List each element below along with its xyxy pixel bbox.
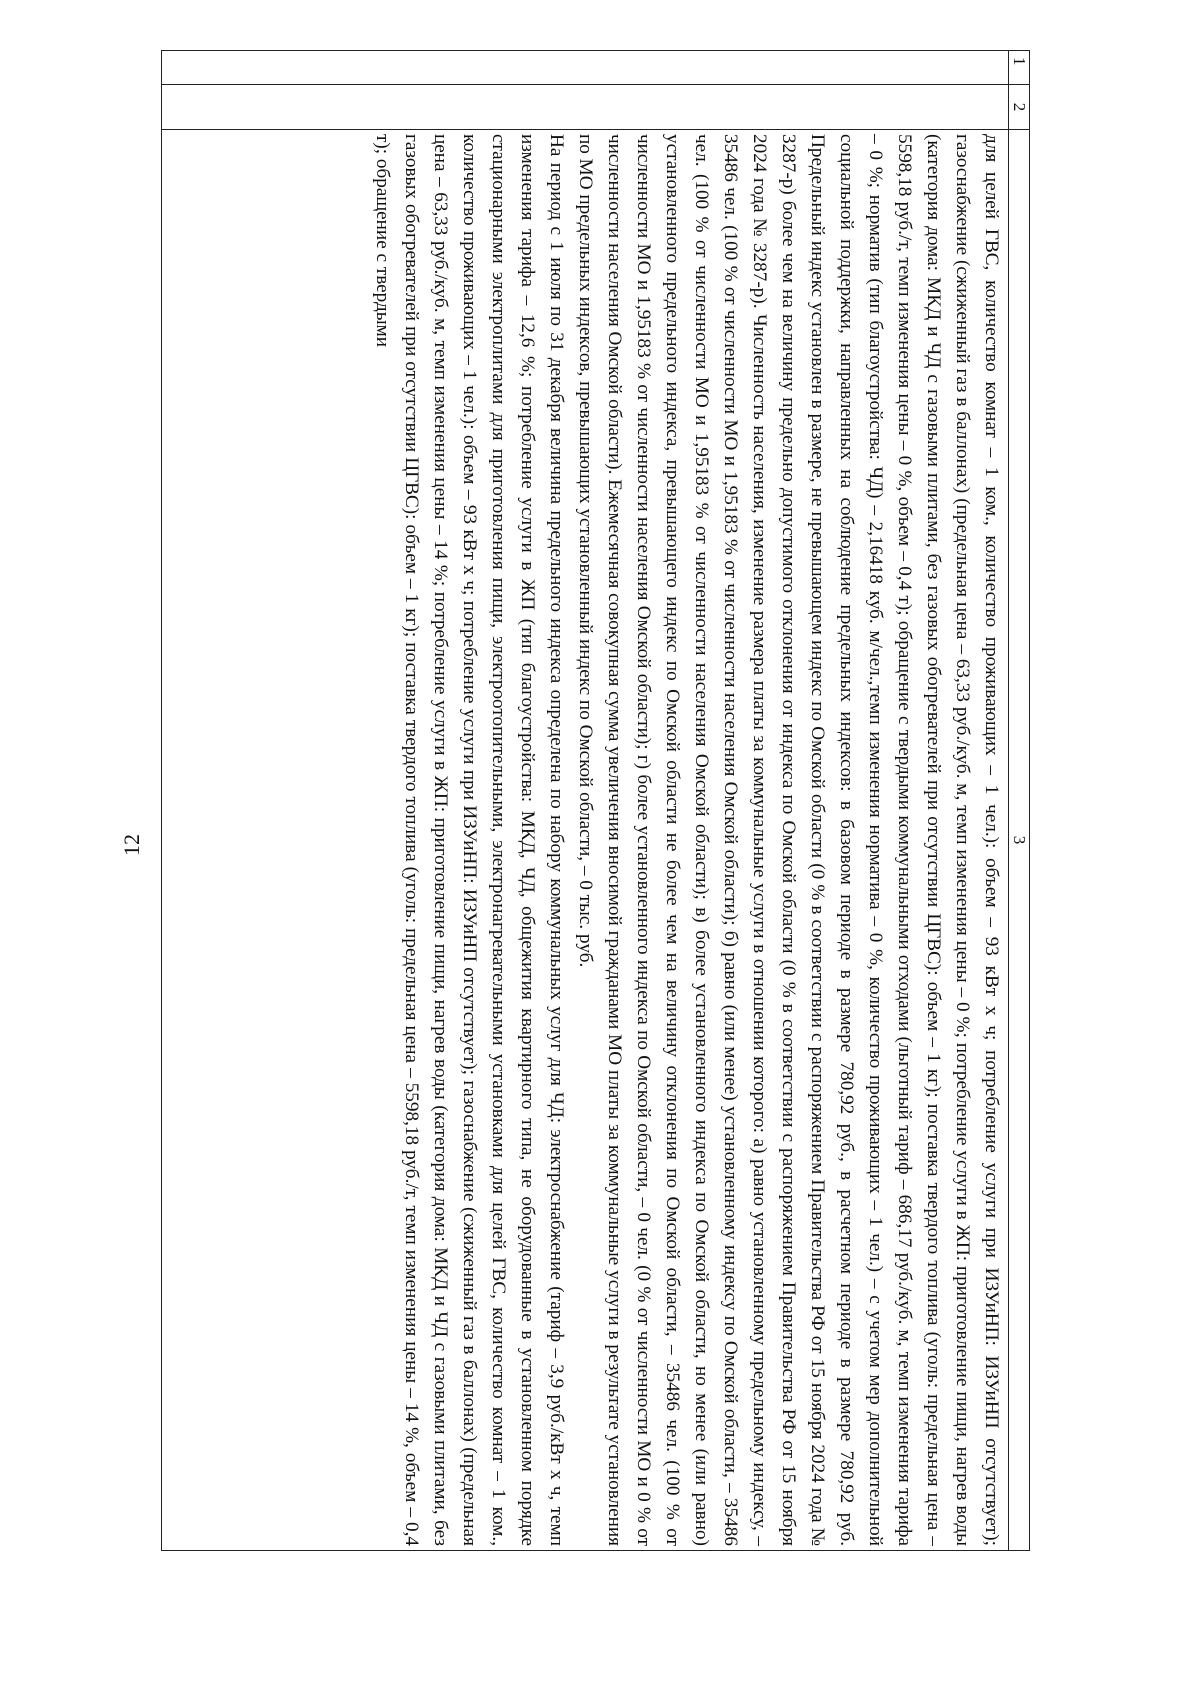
paragraph-1: для целей ГВС, количество комнат – 1 ком., количество проживающих – 1 чел.): объем – 93 кВт х ч; потребление услуги при ИЗУиНП: ИЗУиНП отсутствует); газоснабжение (сжиженный газ в баллонах) (предельная цена – 63,33 руб./куб. м, темп изменения цены – 0 %; потребление услуги в ЖП: приготовление пищи, нагрев воды (категория дома: МКД и ЧД с газовыми плитами, без газовых обогревателей при отсутствии ЦГВС): объем – 1 кг); поставка твердого топлива (уголь: предельная цена – 5598,18 руб./т, темп изменения цены – 0 %, объем – 0,4 т); обращение с твердыми коммунальными отходами (льготный тариф – 686,17 руб./куб. м, темп изменения тарифа – 0 %; норматив (тип благоустройства: ЧД) – 2,16418 куб. м/чел.,темп изменения норматива – 0 %, количество проживающих – 1 чел.) – с учетом мер дополнительной социальной поддержки, направленных на соблюдение предельных индексов: в базовом периоде в размере 780,92 руб., в расчетном периоде в размере 780,92 руб. Предельный индекс установлен в размере, не превышающем индекс по Омской области (0 % в соответствии с распоряжением Правительства РФ от 15 ноября 2024 года № 3287-р) более чем на величину предельно допустимого отклонения от индекса по Омской области (0 % в соответствии с распоряжением Правительства РФ от 15 ноября 2024 года № 3287-р). Численность населения, изменение размера платы за коммунальные услуги в отношении которого: а) равно установленному предельному индексу, – 35486 чел. (100 % от численности МО и 1,95183 % от численности населения Омской области); б) равно (или менее) установленному индексу по Омской области, – 35486 чел. (100 % от численности МО и 1,95183 % от численности населения Омской области); в) более установленного индекса по Омской области, но менее (или равно) установленного предельного индекса, превышающего индекс по Омской области не более чем на величину отклонения по Омской области, – 35486 чел. (100 % от численности МО и 1,95183 % от численности населения Омской области); г) более установленного индекса по Омской области, – 0 чел. (0 % от численности МО и 0 % от численности населения Омской области). Ежемесячная совокупная сумма увеличения вносимой гражданами МО платы за коммунальные услуги в результате установления по МО предельных индексов, превышающих установленный индекс по Омской области, – 0 тыс. руб. (575, 134, 1002, 1546)
body-col-1 (162, 51, 1009, 85)
table-body-row (162, 51, 1009, 1551)
paragraph-2: На период с 1 июля по 31 декабря величина предельного индекса определена по набору коммунальных услуг для ЧД: электроснабжение (тариф – 3,9 руб./кВт х ч, темп изменения тарифа – 12,6 %; потребление услуги в ЖП (тип благоустройства: МКД, ЧД, общежития квартирного типа, не оборудованные в установленном порядке стационарными электроплитами для приготовления пищи, электроотопительными, электронагревательными установками для целей ГВС, количество комнат – 1 ком., количество проживающих – 1 чел.): объем – 93 кВт х ч; потребление услуги при ИЗУиНП: ИЗУиНП отсутствует); газоснабжение (сжиженный газ в баллонах) (предельная цена – 63,33 руб./куб. м, темп изменения цены – 14 %; потребление услуги в ЖП: приготовление пищи, нагрев воды (категория дома: МКД и ЧД с газовыми плитами, без газовых обогревателей при отсутствии ЦГВС): объем – 1 кг); поставка твердого топлива (уголь: предельная цена – 5598,18 руб./т, темп изменения цены – 14 %, объем – 0,4 т); обращение с твердыми (372, 134, 567, 1546)
document-table (161, 50, 1030, 1551)
body-col-2 (162, 85, 1009, 130)
rotated-table-wrapper (162, 50, 1030, 1550)
header-col-3: 3 (1009, 130, 1030, 1551)
cell-text (162, 130, 1008, 1550)
body-col-3 (162, 130, 1009, 1551)
table-header-row (1009, 51, 1030, 1551)
page-number: 12 (119, 834, 144, 856)
header-col-2: 2 (1009, 85, 1030, 130)
header-col-1: 1 (1009, 51, 1030, 85)
